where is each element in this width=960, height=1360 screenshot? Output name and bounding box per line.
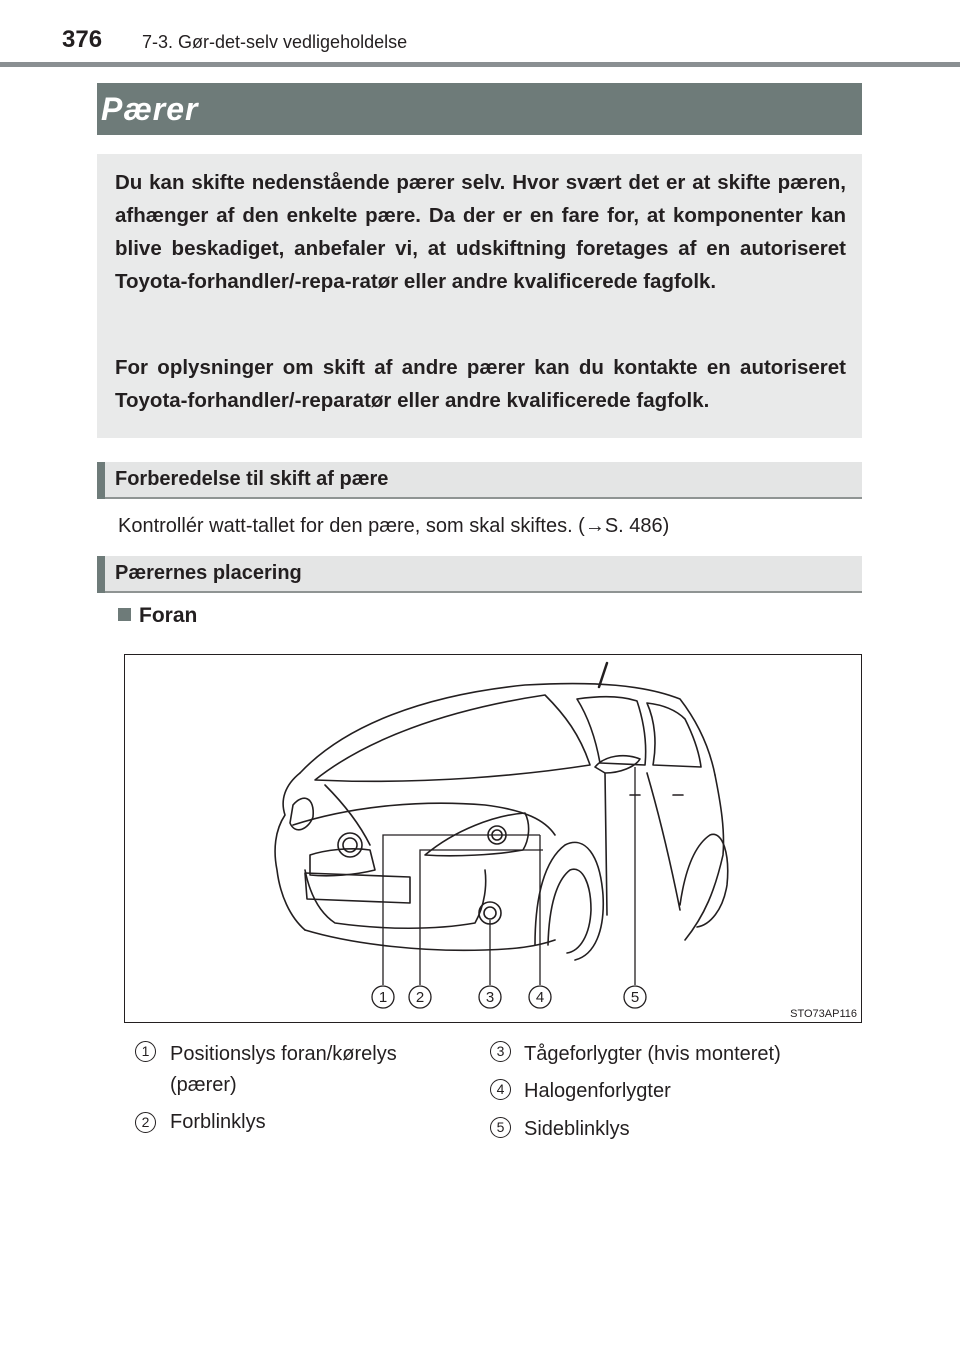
page-number: 376 [62,26,103,53]
front-label: Foran [139,604,198,627]
square-bullet-icon [118,608,131,621]
figure-code: STO73AP116 [790,1008,857,1020]
callout-3: 3 [485,989,495,1006]
prep-text: Kontrollér watt-tallet for den pære, som skal skiftes. (→S. 486) [118,515,670,537]
callout-2: 2 [415,989,425,1006]
page-title: Pærer [101,91,199,127]
legend-number-2: 2 [135,1112,156,1133]
location-heading-bar [97,556,862,593]
intro-box [97,154,862,438]
callout-5: 5 [630,989,640,1006]
header-rule [0,62,960,67]
figure-callouts [372,986,646,1008]
section-title-bar [97,83,862,135]
car-figure [124,654,862,1023]
legend-text-4: Halogenforlygter [524,1080,671,1102]
chapter-title: 7-3. Gør-det-selv vedligeholdelse [142,32,408,52]
legend-number-1: 1 [135,1041,156,1062]
legend-text-1b: (pærer) [170,1074,237,1096]
legend-text-1: Positionslys foran/kørelys [170,1043,397,1065]
legend-number-4: 4 [490,1079,511,1100]
intro-paragraph-2: For oplysninger om skift af andre pærer kan du kontakte en autoriseret Toyota-forhandler/-reparatør eller andre kvalificerede fagfolk. [115,356,846,412]
location-heading: Pærernes placering [115,562,302,584]
intro-paragraph-1: Du kan skifte nedenstående pærer selv. Hvor svært det er at skifte pæren, afhænger af den enkelte pære. Da der er en fare for, at komponenter kan blive beskadiget, anbefaler vi, at udskiftning foretages af en autoriseret Toyota-forhandler/-repa-ratør eller andre kvalificerede fagfolk. [115,171,846,293]
car-illustration [125,655,861,1022]
legend-number-5: 5 [490,1117,511,1138]
legend-text-5: Sideblinklys [524,1118,630,1140]
callout-1: 1 [378,989,388,1006]
callout-4: 4 [535,989,545,1006]
front-subheading [118,604,197,628]
prep-heading-bar [97,462,862,499]
legend-text-2: Forblinklys [170,1111,266,1133]
prep-heading: Forberedelse til skift af pære [115,468,389,490]
legend-text-3: Tågeforlygter (hvis monteret) [524,1043,781,1065]
legend-item-1 [170,1039,397,1101]
legend-number-3: 3 [490,1041,511,1062]
